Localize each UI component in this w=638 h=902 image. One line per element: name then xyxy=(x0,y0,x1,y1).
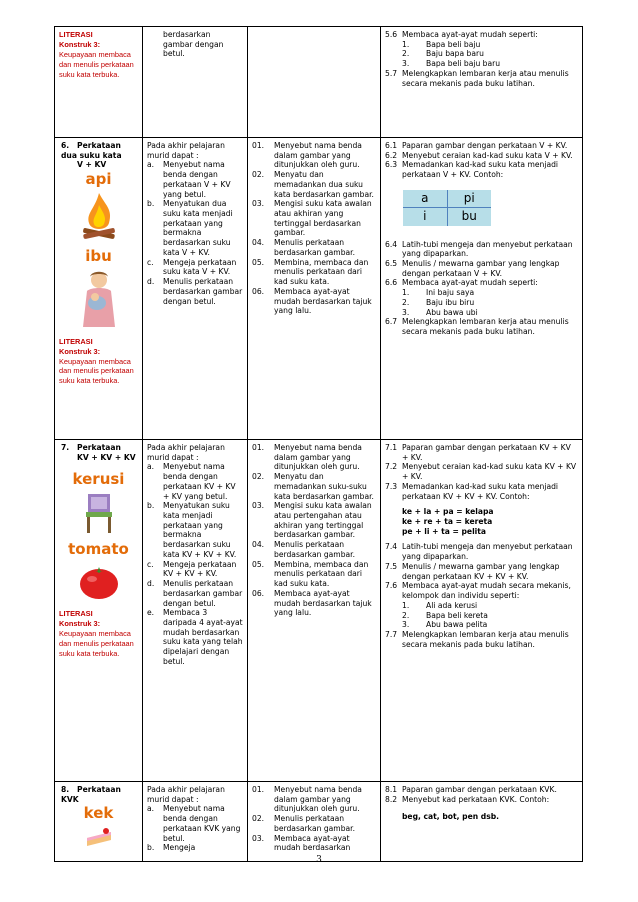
notes-cell xyxy=(381,138,583,440)
list-item: 6.4 Latih-tubi mengeja dan menyebut perkataan yang dipaparkan. xyxy=(385,239,573,259)
page xyxy=(54,26,582,862)
chair-picture xyxy=(82,492,116,534)
topic-title: 6. Perkataan dua suku kata V + KV xyxy=(61,141,122,170)
literasi-note: LITERASI Konstruk 3: Keupayaan membaca dan menulis perkataan suku kata terbuka. xyxy=(59,30,134,79)
list-item: 01. Menyebut nama benda dalam gambar yang ditunjukkan oleh guru. xyxy=(252,443,362,472)
mother-picture xyxy=(77,269,121,329)
example-words: ke + la + pa = kelapa ke + re + ta = kereta pe + li + ta = pelita xyxy=(402,507,494,536)
list-item: 7.4 Latih-tubi mengeja dan menyebut perkataan yang dipaparkan. xyxy=(385,542,573,562)
list-item: 05. Membina, membaca dan menulis perkataan dari kad suku kata. xyxy=(252,257,369,287)
fire-picture xyxy=(79,191,119,243)
topic-cell xyxy=(55,138,143,440)
list-item: 7.2 Menyebut ceraian kad-kad suku kata KV + KV + KV. xyxy=(385,462,577,482)
notes-cell xyxy=(381,27,583,138)
list-item: 6.3 Memadankan kad-kad suku kata menjadi perkataan V + KV. Contoh: xyxy=(385,160,559,180)
topic-cell xyxy=(55,440,143,782)
list-item: c. Mengeja perkataan suku kata V + KV. xyxy=(147,257,237,277)
sub-list-item: 1. Ali ada kerusi xyxy=(402,600,478,610)
notes-cell xyxy=(381,782,583,862)
list-item: 02. Menulis perkataan berdasarkan gambar. xyxy=(252,814,356,833)
intro-text: Pada akhir pelajaran murid dapat : xyxy=(147,141,225,160)
intro-text: Pada akhir pelajaran murid dapat : xyxy=(147,785,225,804)
cake-picture xyxy=(84,826,114,848)
objective-line: berdasarkan xyxy=(163,30,211,39)
list-item: 7.1 Paparan gambar dengan perkataan KV + KV + KV. xyxy=(385,443,571,462)
sub-list-item: 3. Bapa beli baju baru xyxy=(402,59,501,69)
list-item: 6.7 Melengkapkan lembaran kerja atau menulis secara mekanis pada buku latihan. xyxy=(385,317,569,337)
list-item: d. Menulis perkataan berdasarkan gambar dengan betul. xyxy=(147,277,243,306)
list-item: b. Menyatukan dua suku kata menjadi perkataan yang bermakna berdasarkan suku kata V + KV. xyxy=(147,199,233,257)
list-item: 01. Menyebut nama benda dalam gambar yang ditunjukkan oleh guru. xyxy=(252,785,362,814)
list-item: b. Menyatukan suku kata menjadi perkataan yang bermakna berdasarkan suku kata KV + KV + KV. xyxy=(147,501,237,559)
example-words: beg, cat, bot, pen dsb. xyxy=(402,812,500,822)
sub-list-item: 1. Bapa beli baju xyxy=(402,39,481,49)
list-item: 04. Menulis perkataan berdasarkan gambar. xyxy=(252,238,356,257)
activities-cell xyxy=(248,27,381,138)
list-item: d. Menulis perkataan berdasarkan gambar dengan betul. xyxy=(147,579,243,608)
list-item: a. Menyebut nama benda dengan perkataan KV + KV + KV yang betul. xyxy=(147,462,236,501)
list-item: 6.5 Menulis / mewarna gambar yang lengkap dengan perkataan V + KV. xyxy=(385,259,560,278)
objective-line: gambar dengan xyxy=(163,39,224,49)
list-item: 02. Menyatu dan memadankan suku-suku kata berdasarkan gambar. xyxy=(252,472,374,501)
list-item: 5.6 Membaca ayat-ayat mudah seperti: xyxy=(385,30,538,39)
topic-cell xyxy=(55,782,143,862)
list-item: a. Menyebut nama benda dengan perkataan V + KV yang betul. xyxy=(147,160,231,199)
list-item: 04. Menulis perkataan berdasarkan gambar. xyxy=(252,540,356,559)
notes-cell xyxy=(381,440,583,782)
table-row xyxy=(55,138,583,440)
sub-list-item: 2. Baju bapa baru xyxy=(402,49,484,59)
objectives-cell xyxy=(143,27,248,138)
list-item: 7.6 Membaca ayat-ayat mudah secara mekanis, kelompok dan individu seperti: xyxy=(385,581,571,601)
list-item: 6.6 Membaca ayat-ayat mudah seperti: xyxy=(385,278,538,288)
sub-list-item: 3. Abu bawa ubi xyxy=(402,307,478,317)
sub-list-item: 2. Bapa beli kereta xyxy=(402,610,488,620)
syllable-card: i xyxy=(403,208,447,226)
syllabus-table xyxy=(54,26,583,862)
objectives-cell xyxy=(143,782,248,862)
activities-cell xyxy=(248,440,381,782)
list-item: 02. Menyatu dan memadankan dua suku kata berdasarkan gambar. xyxy=(252,170,374,199)
list-item: b. Mengeja xyxy=(147,843,196,853)
table-row xyxy=(55,27,583,138)
list-item: 06. Membaca ayat-ayat mudah berdasarkan tajuk yang lalu. xyxy=(252,588,372,618)
list-item: 06. Membaca ayat-ayat mudah berdasarkan tajuk yang lalu. xyxy=(252,286,372,316)
list-item: 03. Mengisi suku kata awalan atau akhiran yang tertinggal berdasarkan gambar. xyxy=(252,199,372,238)
list-item: 6.2 Menyebut ceraian kad-kad suku kata V + KV. xyxy=(385,150,573,160)
sub-list-item: 1. Ini baju saya xyxy=(402,288,475,298)
word-label: api xyxy=(85,170,112,189)
page-number: 3 xyxy=(316,855,322,865)
list-item: 7.3 Memadankan kad-kad suku kata menjadi perkataan KV + KV + KV. Contoh: xyxy=(385,481,559,501)
literasi-note: LITERASI Konstruk 3: Keupayaan membaca dan menulis perkataan suku kata terbuka. xyxy=(59,608,134,658)
list-item: c. Mengeja perkataan KV + KV + KV. xyxy=(147,559,237,579)
list-item: 5.7 Melengkapkan lembaran kerja atau menulis secara mekanis pada buku latihan. xyxy=(385,68,569,88)
word-label: kerusi xyxy=(72,470,125,489)
table-row xyxy=(55,782,583,862)
list-item: 8.2 Menyebut kad perkataan KVK. Contoh: xyxy=(385,794,550,804)
syllable-card-table xyxy=(403,190,491,226)
word-label: tomato xyxy=(68,539,129,558)
syllable-card: bu xyxy=(447,208,491,226)
objectives-cell xyxy=(143,138,248,440)
syllable-card: pi xyxy=(447,190,491,208)
topic-title: 7. Perkataan KV + KV + KV xyxy=(61,443,136,462)
activities-cell xyxy=(248,138,381,440)
list-item: e. Membaca 3 daripada 4 ayat-ayat mudah berdasarkan suku kata yang telah dipelajari dengan betul. xyxy=(147,608,243,666)
word-label: kek xyxy=(83,804,114,823)
list-item: 7.7 Melengkapkan lembaran kerja atau menulis secara mekanis pada buku latihan. xyxy=(385,629,569,649)
word-label: ibu xyxy=(85,247,112,266)
syllable-card: a xyxy=(403,190,447,208)
sub-list-item: 2. Baju ibu biru xyxy=(402,297,475,307)
objectives-cell xyxy=(143,440,248,782)
literasi-note: LITERASI Konstruk 3: Keupayaan membaca dan menulis perkataan suku kata terbuka. xyxy=(59,336,134,386)
list-item: 8.1 Paparan gambar dengan perkataan KVK. xyxy=(385,785,557,794)
activities-cell xyxy=(248,782,381,862)
list-item: 03. Membaca ayat-ayat mudah berdasarkan xyxy=(252,833,351,853)
intro-text: Pada akhir pelajaran murid dapat : xyxy=(147,443,225,462)
list-item: 6.1 Paparan gambar dengan perkataan V + KV. xyxy=(385,141,568,150)
objective-line: betul. xyxy=(163,49,185,59)
list-item: 7.5 Menulis / mewarna gambar yang lengkap dengan perkataan KV + KV + KV. xyxy=(385,561,560,581)
topic-cell xyxy=(55,27,143,138)
topic-title: 8. Perkataan KVK xyxy=(61,785,121,804)
list-item: 01. Menyebut nama benda dalam gambar yang ditunjukkan oleh guru. xyxy=(252,141,362,170)
list-item: a. Menyebut nama benda dengan perkataan KVK yang betul. xyxy=(147,804,241,843)
sub-list-item: 3. Abu bawa pelita xyxy=(402,620,488,630)
list-item: 03. Mengisi suku kata awalan atau pertengahan atau akhiran yang tertinggal berdasarkan gambar. xyxy=(252,501,372,540)
table-row xyxy=(55,440,583,782)
list-item: 05. Membina, membaca dan menulis perkataan dari kad suku kata. xyxy=(252,559,369,589)
tomato-picture xyxy=(77,561,121,601)
